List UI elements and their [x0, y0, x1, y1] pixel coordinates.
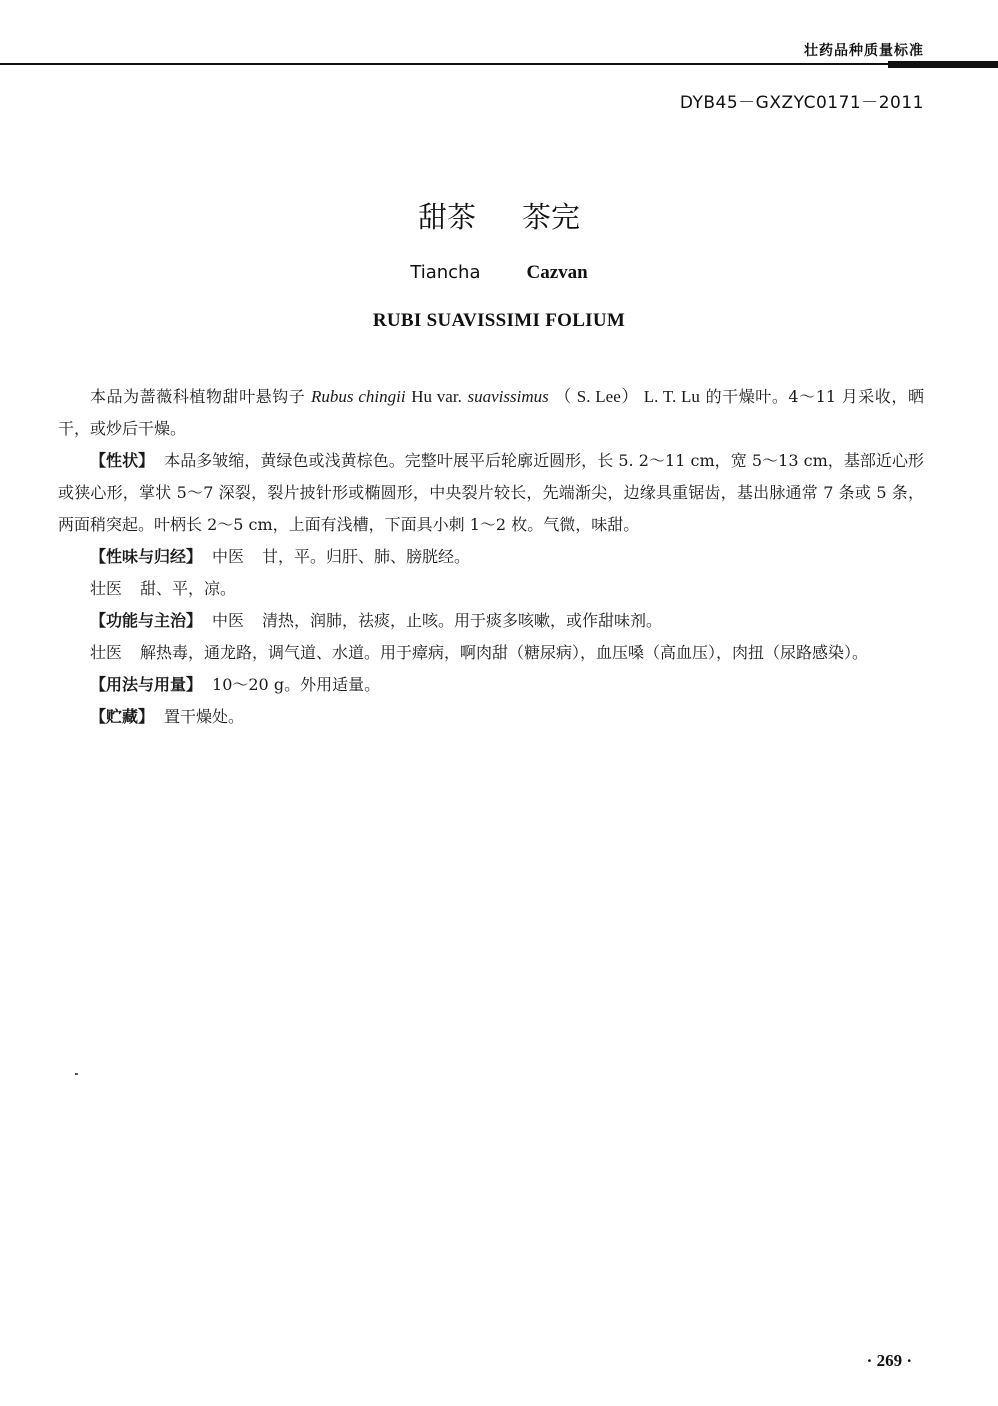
origin-text-1: 本品为蔷薇科植物甜叶悬钩子 [90, 387, 306, 406]
pinyin-name: Tiancha [410, 262, 481, 283]
zhuang-chinese-name: 茶完 [522, 200, 581, 234]
nature-tcm-text: 甘，平。归肝、肺、膀胱经。 [262, 547, 471, 566]
description-text: 本品多皱缩，黄绿色或浅黄棕色。完整叶展平后轮廓近圆形，长 5. 2～11 cm，宽 5～13 cm，基部近心形或狭心形，掌状 5～7 深裂，裂片披针形或椭圆形，中央裂片较长，先端渐尖，边缘具重锯齿，基出脉通常 7 条或 5 条，两面稍突起。叶柄长 2～5 cm，上面有浅槽，下面具小刺 1～2 枚。气微，味甜。 [58, 451, 924, 534]
nature-zhuang-paragraph [58, 573, 924, 605]
header-series-title: 壮药品种质量标准 [804, 43, 924, 59]
zhuang-name: Cazvan [526, 262, 588, 283]
nature-meridian-paragraph [58, 541, 924, 573]
nature-tcm-label: 中医 [212, 547, 245, 566]
usage-label: 【用法与用量】 [90, 675, 203, 694]
origin-paragraph [58, 381, 924, 445]
header-rule-accent [888, 61, 998, 68]
storage-text: 置干燥处。 [164, 707, 245, 726]
species-hu: Hu var. [411, 387, 462, 406]
function-tcm-text: 清热，润肺，祛痰，止咳。用于痰多咳嗽，或作甜味剂。 [262, 611, 663, 630]
storage-paragraph [58, 701, 924, 733]
function-zhuang-text: 解热毒，通龙路，调气道、水道。用于瘴病，啊肉甜（糖尿病），血压嗓（高血压），肉扭（尿路感染）。 [140, 643, 869, 662]
chinese-name: 甜茶 [417, 200, 476, 234]
usage-paragraph [58, 669, 924, 701]
species-var: suavissimus [467, 387, 549, 406]
species-genus: Rubus chingii [311, 387, 406, 406]
description-label: 【性状】 [90, 451, 155, 470]
page-number: · 269 · [866, 1351, 912, 1370]
nature-meridian-label: 【性味与归经】 [90, 547, 203, 566]
function-zhuang-label: 壮医 [90, 643, 123, 662]
scan-speck [75, 1073, 78, 1075]
function-label: 【功能与主治】 [90, 611, 203, 630]
title-romanized [0, 262, 998, 284]
storage-label: 【贮藏】 [90, 707, 155, 726]
function-zhuang-paragraph [58, 637, 924, 669]
function-tcm-label: 中医 [212, 611, 245, 630]
origin-text-2: 的干燥叶。4～11 月采收，晒干，或炒后干燥。 [58, 387, 924, 438]
description-paragraph [58, 445, 924, 541]
usage-text: 10～20 g。外用适量。 [212, 675, 381, 694]
header-rule [0, 63, 998, 65]
page-title [0, 195, 998, 236]
nature-zhuang-label: 壮医 [90, 579, 123, 598]
nature-zhuang-text: 甜、平，凉。 [140, 579, 237, 598]
latin-name: RUBI SUAVISSIMI FOLIUM [372, 310, 626, 331]
monograph-body [58, 381, 924, 733]
standard-code: DYB45－GXZYC0171－2011 [679, 93, 924, 113]
function-paragraph [58, 605, 924, 637]
species-author: （ S. Lee） L. T. Lu [554, 387, 700, 406]
